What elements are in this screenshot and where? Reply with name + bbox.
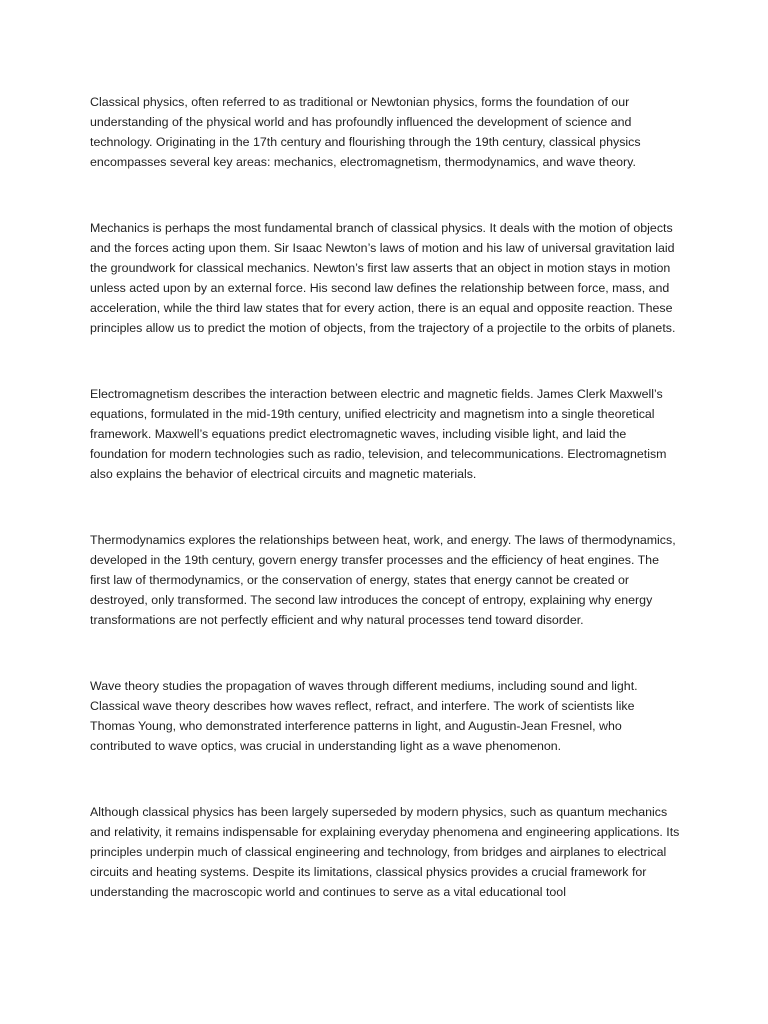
paragraph-thermodynamics: Thermodynamics explores the relationships between heat, work, and energy. The laws of thermodynamics, developed in the 19th century, govern energy transfer processes and the efficiency of heat engines. The first law of thermodynamics, or the conservation of energy, states that energy cannot be created or destroyed, only transformed. The second law introduces the concept of entropy, explaining why energy transformations are not perfectly efficient and why natural processes tend toward disorder. xyxy=(90,533,676,627)
paragraph-conclusion: Although classical physics has been largely superseded by modern physics, such as quantum mechanics and relativity, it remains indispensable for explaining everyday phenomena and engineering applications. Its principles underpin much of classical engineering and technology, from bridges and airplanes to electrical circuits and heating systems. Despite its limitations, classical physics provides a crucial framework for understanding the macroscopic world and continues to serve as a vital educational tool xyxy=(90,805,680,899)
paragraph-introduction: Classical physics, often referred to as traditional or Newtonian physics, forms the foundation of our understanding of the physical world and has profoundly influenced the development of science and technology. Originating in the 17th century and flourishing through the 19th century, classical physics encompasses several key areas: mechanics, electromagnetism, thermodynamics, and wave theory. xyxy=(90,95,641,169)
paragraph-electromagnetism: Electromagnetism describes the interaction between electric and magnetic fields. James Clerk Maxwell’s equations, formulated in the mid-19th century, unified electricity and magnetism into a single theoretical framework. Maxwell’s equations predict electromagnetic waves, including visible light, and laid the foundation for modern technologies such as radio, television, and telecommunications. Electromagnetism also explains the behavior of electrical circuits and magnetic materials. xyxy=(90,387,667,481)
paragraph-wave-theory: Wave theory studies the propagation of waves through different mediums, including sound and light. Classical wave theory describes how waves reflect, refract, and interfere. The work of scientists like Thomas Young, who demonstrated interference patterns in light, and Augustin-Jean Fresnel, who contributed to wave optics, was crucial in understanding light as a wave phenomenon. xyxy=(90,679,638,753)
document-body xyxy=(90,92,682,902)
paragraph-mechanics: Mechanics is perhaps the most fundamental branch of classical physics. It deals with the motion of objects and the forces acting upon them. Sir Isaac Newton’s laws of motion and his law of universal gravitation laid the groundwork for classical mechanics. Newton’s first law asserts that an object in motion stays in motion unless acted upon by an external force. His second law defines the relationship between force, mass, and acceleration, while the third law states that for every action, there is an equal and opposite reaction. These principles allow us to predict the motion of objects, from the trajectory of a projectile to the orbits of planets. xyxy=(90,221,676,335)
